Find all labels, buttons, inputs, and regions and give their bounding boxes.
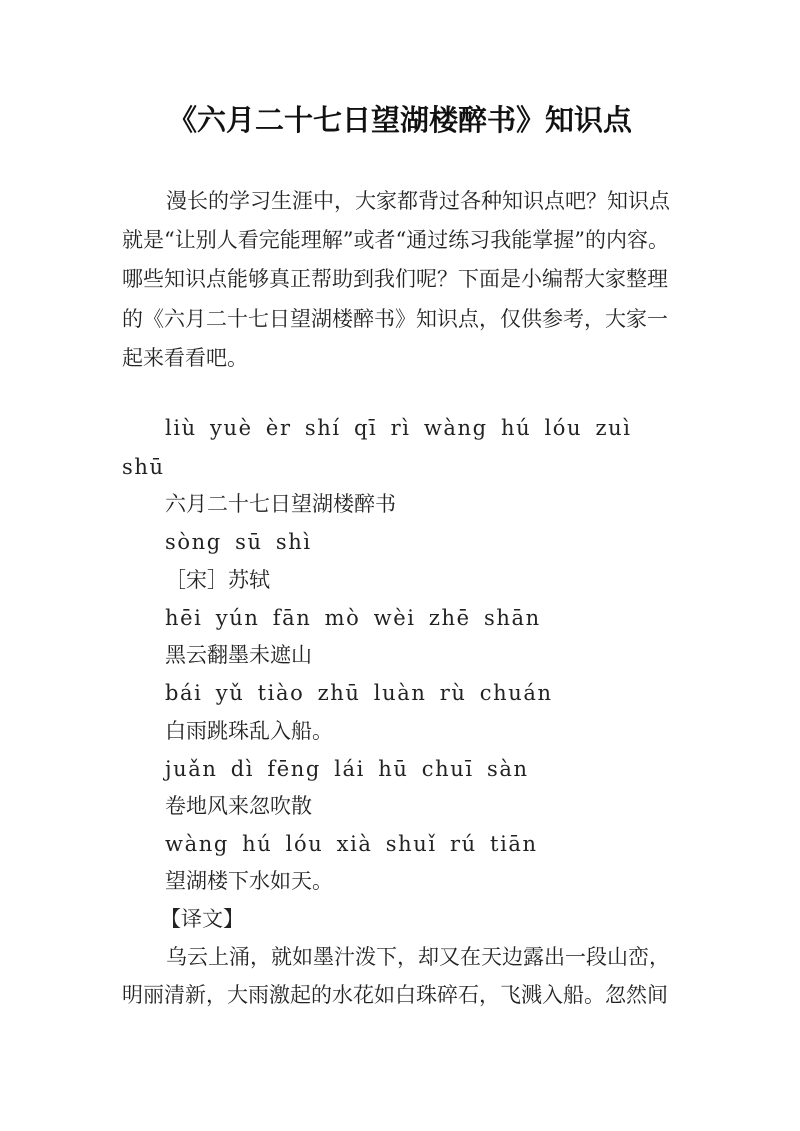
translation-heading: 【译文】 — [160, 907, 244, 931]
translation-paragraph: 乌云上涌，就如墨汁泼下，却又在天边露出一段山峦，明丽清新，大雨激起的水花如白珠碎石，飞溅入船。忽然间 — [122, 945, 670, 1007]
poem-line-4-pinyin: wàng hú lóu xià shuǐ rú tiān — [165, 832, 538, 856]
intro-paragraph: 漫长的学习生涯中，大家都背过各种知识点吧？知识点就是“让别人看完能理解”或者“通过练习我能掌握”的内容。哪些知识点能够真正帮助到我们呢？下面是小编帮大家整理的《六月二十七日望湖楼醉书》知识点，仅供参考，大家一起来看看吧。 — [122, 189, 670, 370]
document-title: 《六月二十七日望湖楼醉书》知识点 — [167, 103, 632, 137]
poem-line-2-pinyin: bái yǔ tiào zhū luàn rù chuán — [165, 681, 553, 705]
poem-line-2: 白雨跳珠乱入船。 — [165, 719, 333, 743]
poem-title-pinyin: liù yuè èr shí qī rì wàng hú lóu zuì — [165, 416, 632, 440]
poem-author-pinyin: sòng sū shì — [165, 530, 312, 554]
poem-line-4: 望湖楼下水如天。 — [165, 869, 333, 893]
poem-line-1-pinyin: hēi yún fān mò wèi zhē shān — [165, 606, 541, 630]
poem-line-3: 卷地风来忽吹散 — [165, 794, 312, 818]
poem-title: 六月二十七日望湖楼醉书 — [165, 492, 396, 516]
poem-line-1: 黑云翻墨未遮山 — [165, 643, 312, 667]
poem-line-3-pinyin: juǎn dì fēng lái hū chuī sàn — [165, 757, 529, 781]
poem-title-pinyin-continued: shū — [122, 455, 165, 479]
poem-author: ［宋］苏轼 — [165, 568, 270, 592]
